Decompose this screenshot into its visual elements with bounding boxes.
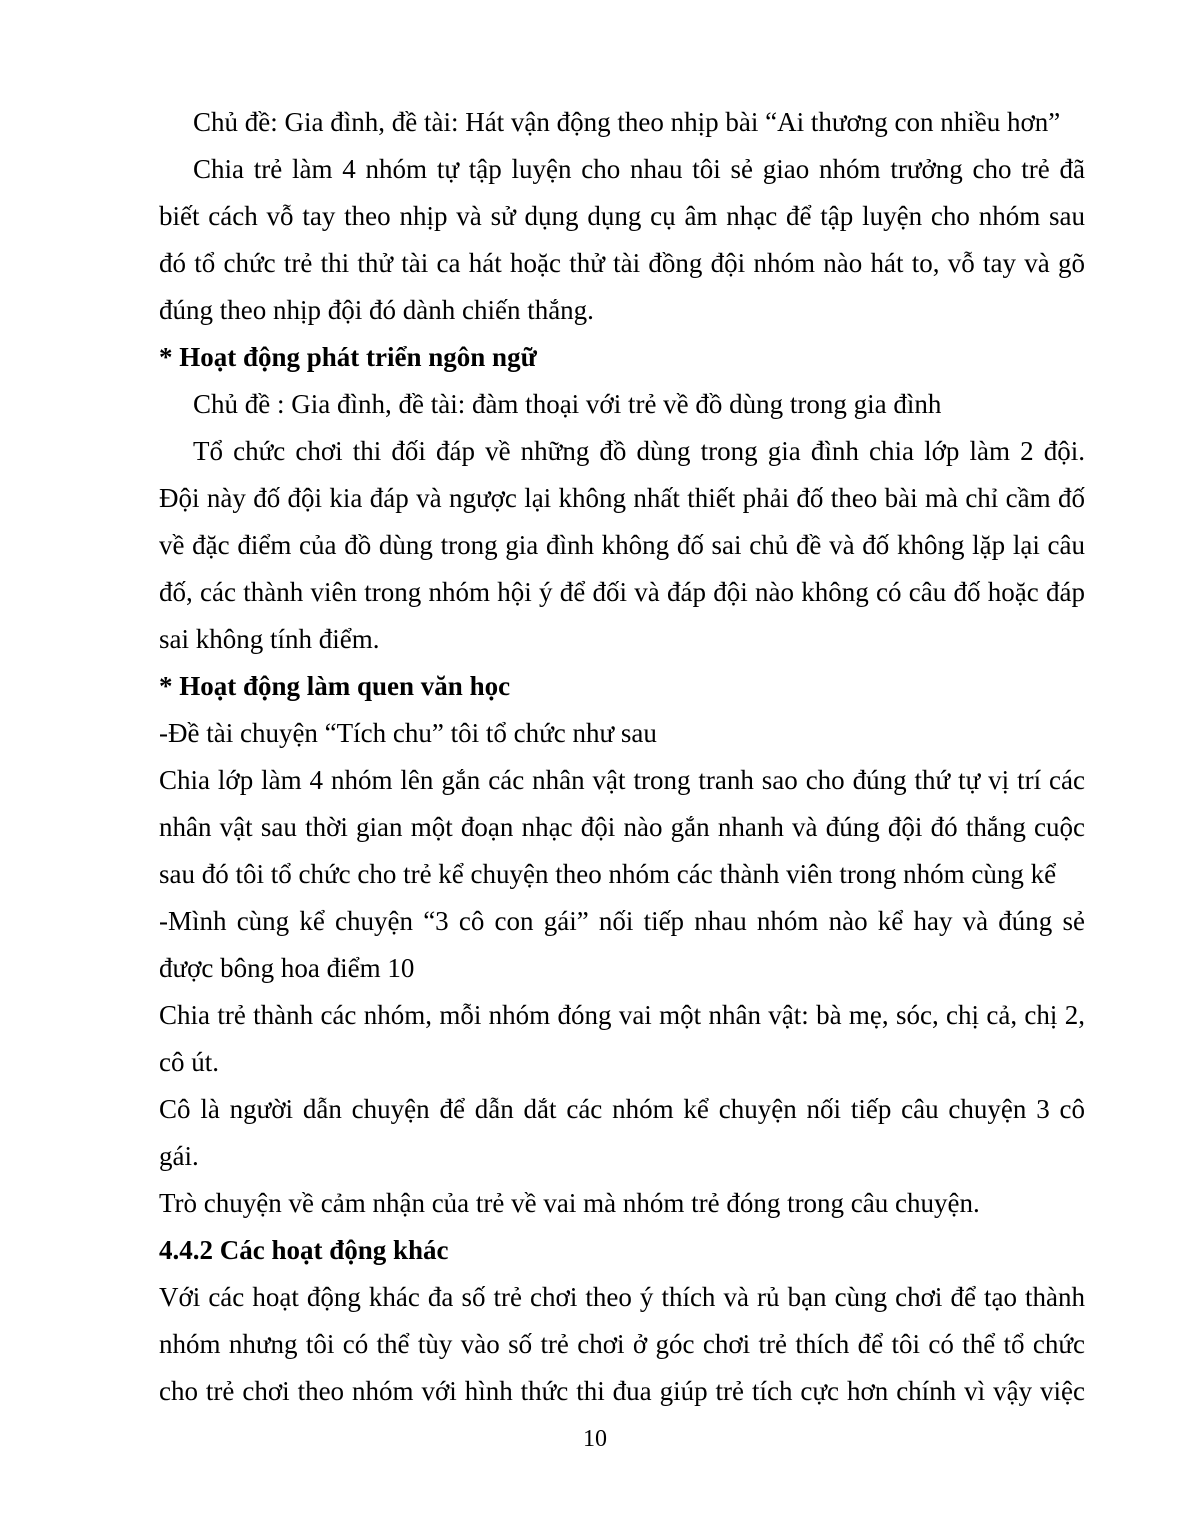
text-line: Chủ đề : Gia đình, đề tài: đàm thoại với trẻ về đồ dùng trong gia đình — [193, 389, 942, 419]
text-line: sau đó tôi tổ chức cho trẻ kể chuyện theo nhóm các thành viên trong nhóm cùng kể — [159, 859, 1057, 889]
page-number: 10 — [583, 1426, 607, 1452]
text-line: Chia trẻ làm 4 nhóm tự tập luyện cho nhau tôi sẻ giao nhóm trưởng cho trẻ đã — [193, 154, 1085, 184]
text-line: Đội này đố đội kia đáp và ngược lại không nhất thiết phải đố theo bài mà chỉ cầm đố — [159, 483, 1085, 513]
section-heading: 4.4.2 Các hoạt động khác — [159, 1235, 449, 1265]
text-line: sai không tính điểm. — [159, 624, 380, 654]
text-line: nhân vật sau thời gian một đoạn nhạc đội nào gắn nhanh và đúng đội đó thắng cuộc — [159, 812, 1085, 842]
text-line: -Đề tài chuyện “Tích chu” tôi tổ chức như sau — [159, 718, 657, 748]
text-line: đó tổ chức trẻ thi thử tài ca hát hoặc thử tài đồng đội nhóm nào hát to, vỗ tay và gõ — [159, 248, 1085, 278]
text-line: cho trẻ chơi theo nhóm với hình thức thi đua giúp trẻ tích cực hơn chính vì vậy việc — [159, 1376, 1085, 1406]
text-line: -Mình cùng kể chuyện “3 cô con gái” nối tiếp nhau nhóm nào kể hay và đúng sẻ — [159, 906, 1085, 936]
section-heading: * Hoạt động phát triển ngôn ngữ — [159, 342, 537, 372]
text-line: Chia trẻ thành các nhóm, mỗi nhóm đóng vai một nhân vật: bà mẹ, sóc, chị cả, chị 2, — [159, 1000, 1085, 1030]
text-line: Với các hoạt động khác đa số trẻ chơi theo ý thích và rủ bạn cùng chơi để tạo thành — [159, 1282, 1085, 1312]
text-line: được bông hoa điểm 10 — [159, 953, 415, 983]
text-line: Tổ chức chơi thi đối đáp về những đồ dùng trong gia đình chia lớp làm 2 đội. — [193, 436, 1085, 466]
text-line: về đặc điểm của đồ dùng trong gia đình không đố sai chủ đề và đố không lặp lại câu — [159, 530, 1085, 560]
text-line: cô út. — [159, 1047, 219, 1077]
text-line: đố, các thành viên trong nhóm hội ý để đối và đáp đội nào không có câu đố hoặc đáp — [159, 577, 1085, 607]
text-line: Cô là người dẫn chuyện để dẫn dắt các nhóm kể chuyện nối tiếp câu chuyện 3 cô — [159, 1094, 1085, 1124]
text-line: biết cách vỗ tay theo nhịp và sử dụng dụng cụ âm nhạc để tập luyện cho nhóm sau — [159, 201, 1085, 231]
section-heading: * Hoạt động làm quen văn học — [159, 671, 511, 701]
text-line: Chia lớp làm 4 nhóm lên gắn các nhân vật trong tranh sao cho đúng thứ tự vị trí các — [159, 765, 1085, 795]
text-line: Chủ đề: Gia đình, đề tài: Hát vận động theo nhịp bài “Ai thương con nhiều hơn” — [193, 107, 1061, 137]
text-line: nhóm nhưng tôi có thể tùy vào số trẻ chơi ở góc chơi trẻ thích để tôi có thể tổ chức — [159, 1329, 1085, 1359]
text-line: gái. — [159, 1141, 199, 1171]
text-line: Trò chuyện về cảm nhận của trẻ về vai mà nhóm trẻ đóng trong câu chuyện. — [159, 1188, 980, 1218]
text-line: đúng theo nhịp đội đó dành chiến thắng. — [159, 295, 594, 325]
